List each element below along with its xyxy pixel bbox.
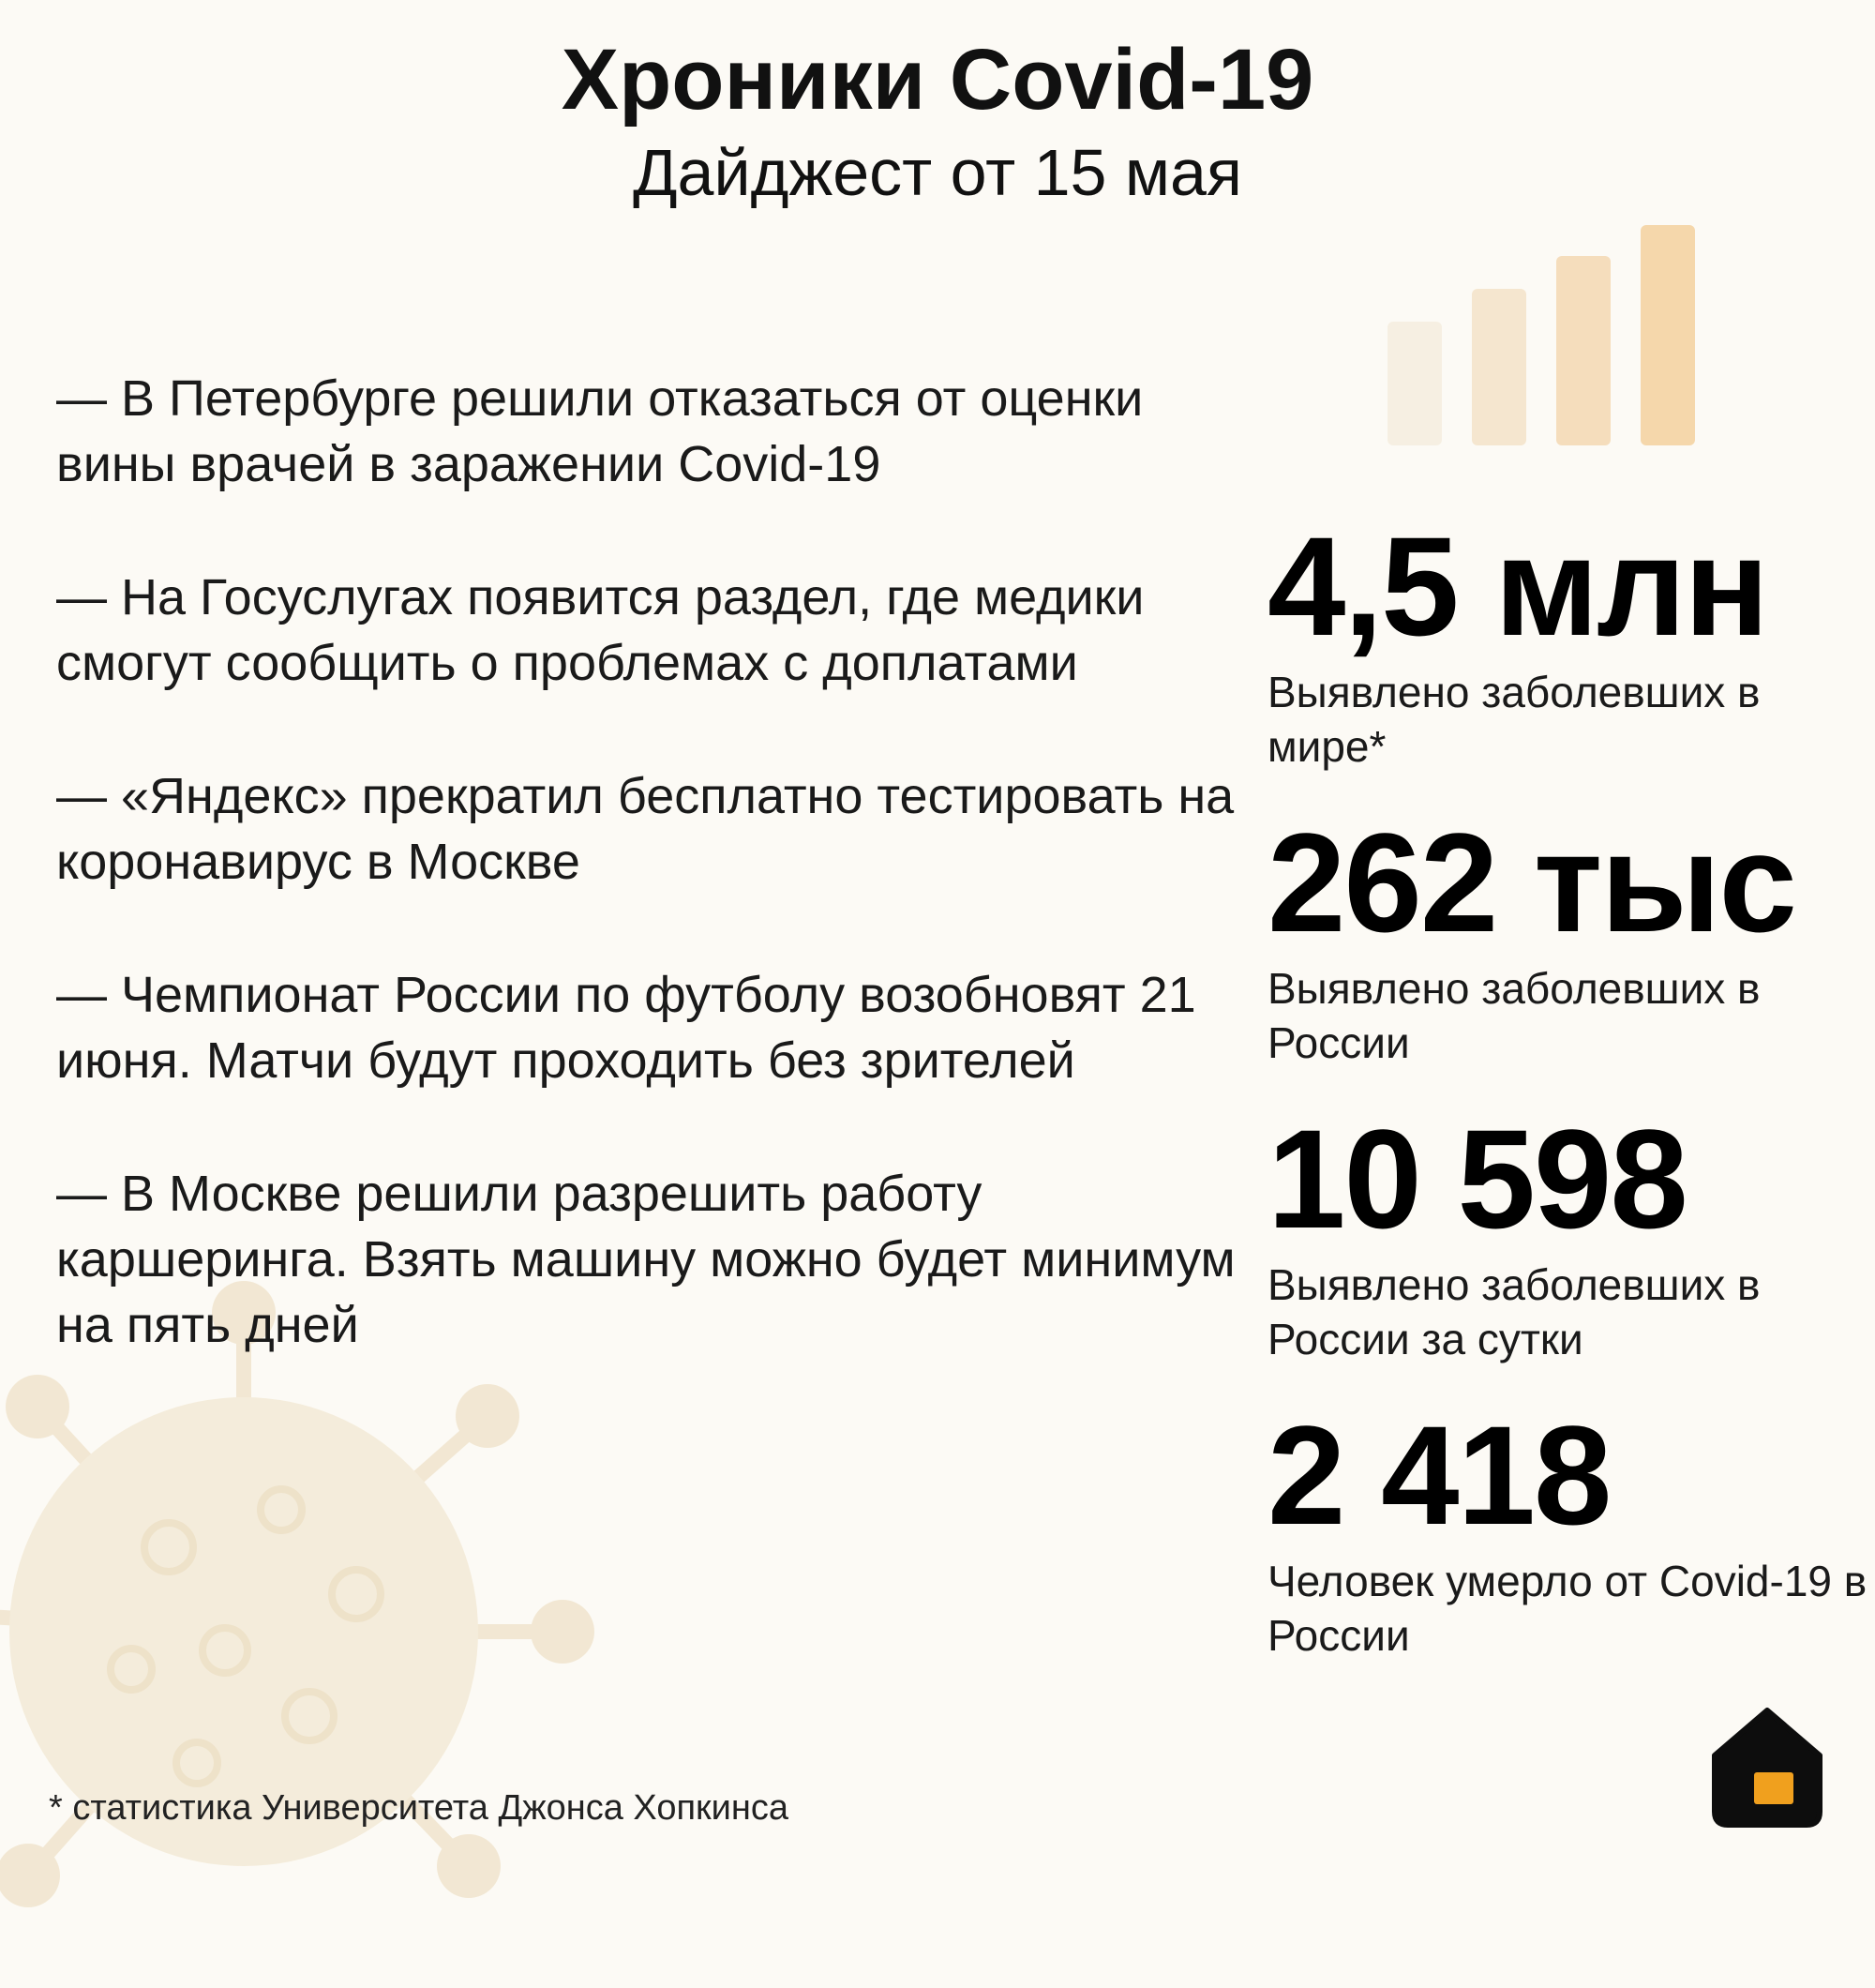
decorative-bars-icon (1378, 220, 1706, 445)
header (0, 28, 1875, 214)
stat-label: Выявлено заболевших в России за сутки (1268, 1260, 1761, 1363)
news-item: — «Яндекс» прекратил бесплатно тестировать на коронавирус в Москве (56, 768, 1235, 890)
page-title: Хроники Covid-19 (561, 32, 1314, 128)
news-item: — В Петербурге решили отказаться от оценки вины врачей в заражении Covid-19 (56, 370, 1144, 492)
stat-label: Выявлено заболевших в мире* (1268, 668, 1761, 771)
stat-russia-cases (1268, 804, 1868, 1070)
stat-value: 4,5 млн (1268, 507, 1768, 665)
stat-world-cases (1268, 507, 1868, 774)
decor-bar (1641, 225, 1695, 445)
page-subtitle: Дайджест от 15 мая (633, 136, 1242, 209)
decor-bar (1472, 289, 1526, 445)
stat-value: 262 тыс (1268, 804, 1795, 961)
decor-bar (1388, 322, 1442, 445)
house-logo-icon (1711, 1707, 1823, 1829)
news-item: — В Москве решили разрешить работу каршеринга. Взять машину можно будет минимум на пять дней (56, 1166, 1236, 1353)
stat-russia-deaths (1268, 1396, 1868, 1663)
news-item: — На Госуслугах появится раздел, где медики смогут сообщить о проблемах с доплатами (56, 569, 1145, 691)
footnote: * статистика Университета Джонса Хопкинса (49, 1788, 789, 1828)
stats-panel (1268, 507, 1868, 1706)
news-list (56, 366, 1247, 1425)
stat-label: Выявлено заболевших в России (1268, 964, 1761, 1067)
stat-value: 2 418 (1268, 1396, 1611, 1554)
news-item: — Чемпионат России по футболу возобновят 21 июня. Матчи будут проходить без зрителей (56, 967, 1196, 1089)
stat-label: Человек умерло от Covid-19 в России (1268, 1557, 1868, 1660)
stat-value: 10 598 (1268, 1100, 1687, 1258)
stat-russia-daily-cases (1268, 1100, 1868, 1366)
decor-bar (1556, 256, 1611, 445)
